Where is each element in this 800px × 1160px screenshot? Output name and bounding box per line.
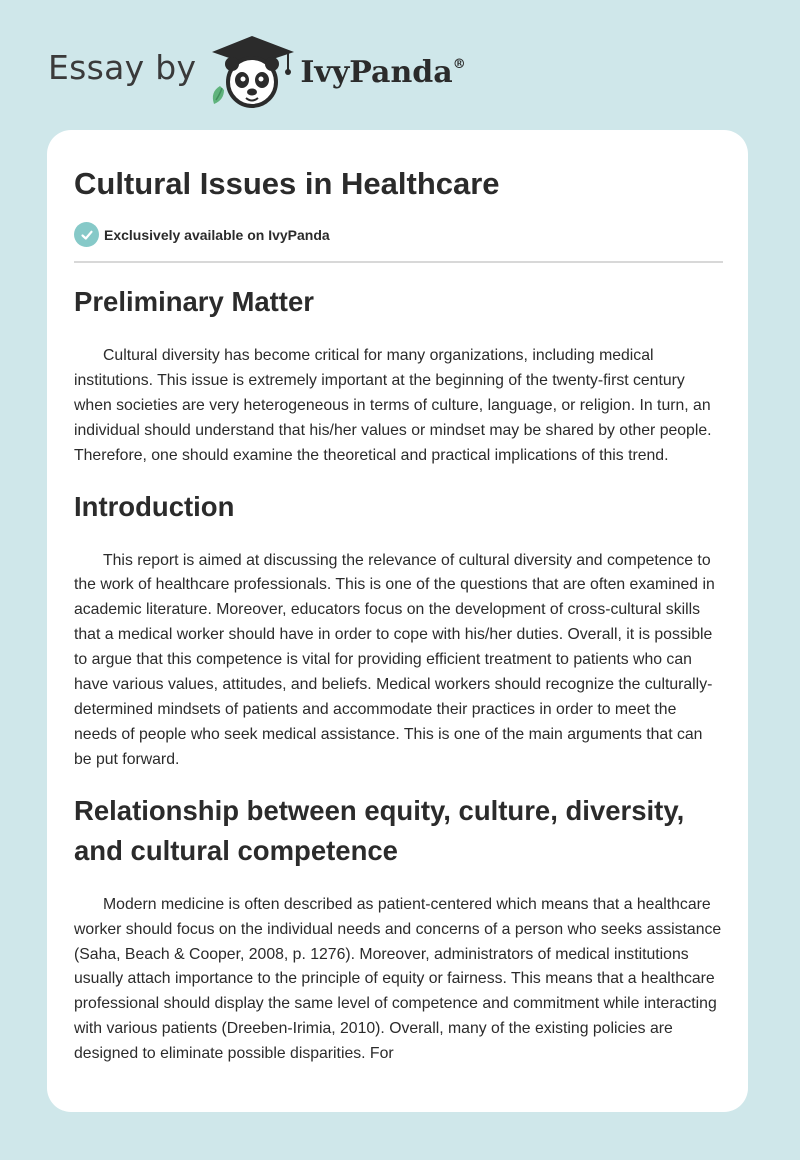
registered-mark: ® (452, 56, 466, 72)
section-paragraph-preliminary: Cultural diversity has become critical for many organizations, including medical institutions. This issue is extremely important at the beginning of the twenty-first century when societies are very heterogeneous in terms of culture, language, or religion. In turn, an individual should understand that his/her values or mindset may be shared by other people. Therefore, one should examine the theoretical and practical implications of this trend. (74, 347, 712, 464)
section-paragraph-relationship: Modern medicine is often described as patient-centered which means that a healthcare worker should focus on the individual needs and concerns of a person who seeks assistance (Saha, Beach & Cooper, 2008, p. 1276). Moreover, administrators of medical institutions usually attach importance to the principle of equity or fairness. This means that a healthcare professional should display the same level of competence and commitment while interacting with various patients (Dreeben-Irimia, 2010). Overall, many of the existing policies are designed to eliminate possible disparities. For (74, 895, 722, 1063)
exclusive-badge-label: Exclusively available on IvyPanda (104, 226, 330, 243)
section-heading-relationship: Relationship between equity, culture, diversity, and cultural competence (74, 794, 685, 866)
section-heading-preliminary: Preliminary Matter (74, 286, 314, 317)
article-body (74, 282, 723, 1085)
page-title: Cultural Issues in Healthcare (74, 166, 500, 201)
section-paragraph-introduction: This report is aimed at discussing the relevance of cultural diversity and competence to the work of healthcare professionals. This is one of the questions that are often examined in academic literature. Moreover, educators focus on the development of cross-cultural skills that a medical worker should have in order to cope with his/her duties. Overall, it is possible to argue that this competence is vital for providing efficient treatment to patients who can have various values, attitudes, and beliefs. Medical workers should recognize the culturally-determined mindsets of patients and accommodate their practices in order to meet the needs of people who seek medical assistance. This is one of the main arguments that can be put forward. (74, 551, 715, 768)
brand-text: IvyPanda (300, 54, 453, 90)
checkmark-icon (74, 222, 99, 247)
exclusive-badge (74, 222, 330, 247)
site-header (48, 30, 466, 110)
brand-name[interactable] (300, 55, 465, 90)
article-card (47, 130, 748, 1112)
essay-by-label: Essay by (48, 47, 197, 87)
section-heading-introduction: Introduction (74, 490, 235, 522)
divider (74, 261, 723, 263)
panda-logo-icon[interactable] (206, 30, 298, 110)
